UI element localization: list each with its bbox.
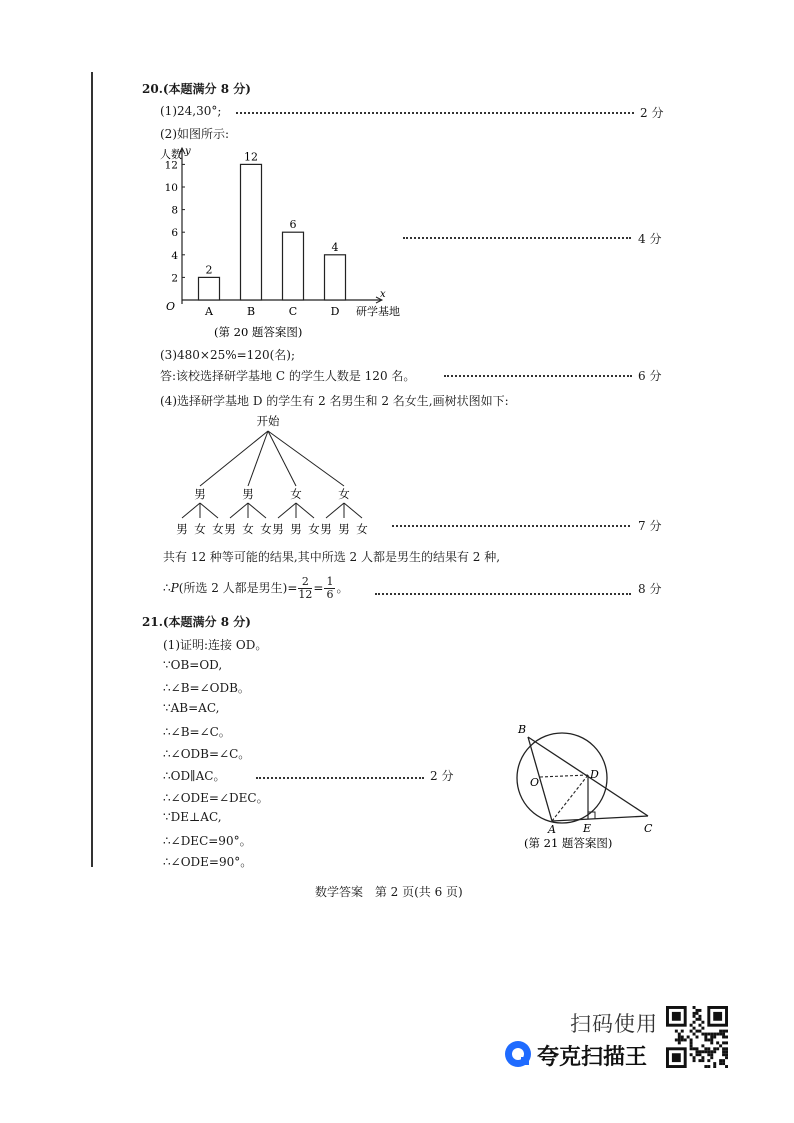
- tree-node-level2: 女: [260, 522, 272, 536]
- qr-module: [725, 1047, 728, 1050]
- qr-module: [704, 1050, 707, 1053]
- tree-node-level1: 男: [242, 487, 254, 501]
- proof-line: ∴∠B=∠C。: [163, 725, 231, 739]
- tree-node-level2: 男: [224, 522, 236, 536]
- tree-branch: [326, 503, 344, 518]
- bar-a: [199, 277, 220, 300]
- qr-module: [704, 1038, 707, 1041]
- x-tick-label: B: [246, 305, 256, 318]
- q20-part2: (2)如图所示:: [160, 127, 230, 141]
- qr-module: [701, 1033, 704, 1036]
- tree-node-level2: 男: [290, 522, 302, 536]
- x-axis-label: 研学基地: [356, 305, 400, 318]
- fraction: [324, 576, 335, 601]
- leader-dots: [236, 112, 634, 114]
- tree-node-level2: 女: [308, 522, 320, 536]
- qr-module: [678, 1038, 681, 1041]
- qr-module: [722, 1053, 725, 1056]
- qr-module: [698, 1053, 701, 1056]
- leader-dots: [392, 525, 630, 527]
- tree-node-level2: 男: [320, 522, 332, 536]
- tree-node-level1: 男: [194, 487, 206, 501]
- q21-header: 21.(本题满分 8 分): [142, 615, 251, 629]
- tree-branch: [230, 503, 248, 518]
- bar-b: [241, 164, 262, 300]
- point-d-label: D: [590, 768, 599, 781]
- segment-od: [540, 775, 588, 777]
- binding-margin-line: [91, 72, 93, 867]
- qr-module: [722, 1030, 725, 1033]
- qr-module: [681, 1038, 684, 1041]
- tree-branch: [200, 503, 218, 518]
- qr-module: [690, 1038, 693, 1041]
- x-axis-symbol: x: [380, 289, 386, 300]
- qr-module: [693, 1015, 696, 1018]
- q20-part3-calc: (3)480×25%=120(名);: [160, 348, 295, 362]
- y-axis-label: 人数: [160, 148, 182, 161]
- qr-module: [701, 1044, 704, 1047]
- qr-module: [707, 1059, 710, 1062]
- bar-chart: [160, 142, 410, 347]
- qr-module: [719, 1062, 722, 1065]
- proof-line: ∴OD∥AC。: [163, 769, 226, 783]
- leader-dots: [444, 375, 632, 377]
- bar-d: [325, 255, 346, 300]
- point-b-label: B: [518, 723, 527, 736]
- figure-caption: (第 21 题答案图): [524, 836, 613, 850]
- tree-branch: [182, 503, 200, 518]
- probability-symbol: P: [170, 581, 179, 595]
- q20-conclusion: 共有 12 种等可能的结果,其中所选 2 人都是男生的结果有 2 种,: [163, 550, 501, 564]
- qr-module: [690, 1047, 693, 1050]
- qr-module: [713, 1050, 716, 1053]
- qr-module: [701, 1021, 704, 1024]
- qr-module: [704, 1036, 707, 1039]
- qr-module: [693, 1059, 696, 1062]
- fraction: [298, 576, 312, 601]
- qr-module: [722, 1041, 725, 1044]
- qr-module: [725, 1030, 728, 1033]
- qr-module: [710, 1050, 713, 1053]
- point-c-label: C: [644, 822, 653, 835]
- tree-node-level2: 男: [176, 522, 188, 536]
- qr-module: [719, 1044, 722, 1047]
- qr-module: [693, 1047, 696, 1050]
- qr-module: [690, 1044, 693, 1047]
- y-tick-label: 10: [164, 182, 178, 194]
- leader-dots: [256, 777, 424, 779]
- qr-module: [681, 1030, 684, 1033]
- bar-value-label: 6: [289, 218, 297, 232]
- qr-module: [693, 1033, 696, 1036]
- qr-module: [704, 1065, 707, 1068]
- qr-module: [704, 1047, 707, 1050]
- q20-part1: (1)24,30°;: [160, 104, 222, 118]
- qr-module: [696, 1050, 699, 1053]
- qr-module: [710, 1036, 713, 1039]
- qr-module: [690, 1024, 693, 1027]
- qr-module: [701, 1056, 704, 1059]
- score-mark: 2 分: [430, 769, 454, 783]
- x-tick-label: C: [288, 305, 298, 318]
- qr-module: [710, 1038, 713, 1041]
- qr-module: [681, 1036, 684, 1039]
- qr-module: [698, 1050, 701, 1053]
- qr-module: [710, 1033, 713, 1036]
- score-mark: 6 分: [638, 369, 662, 383]
- qr-module: [701, 1059, 704, 1062]
- qr-module: [701, 1050, 704, 1053]
- tree-node-level2: 男: [338, 522, 350, 536]
- qr-module: [725, 1065, 728, 1068]
- qr-module: [698, 1018, 701, 1021]
- proof-line: ∵DE⊥AC,: [163, 810, 222, 824]
- therefore-symbol: ∴: [163, 581, 171, 595]
- qr-module: [707, 1047, 710, 1050]
- qr-module: [722, 1047, 725, 1050]
- brand-name: 夸克扫描王: [537, 1045, 648, 1070]
- qr-module: [675, 1030, 678, 1033]
- proof-line: ∵OB=OD,: [163, 658, 223, 672]
- geometry-figure: [488, 716, 668, 856]
- qr-module: [678, 1036, 681, 1039]
- leader-dots: [403, 237, 631, 239]
- point-e-label: E: [583, 822, 592, 835]
- qr-module: [678, 1041, 681, 1044]
- equals-sign: =: [313, 581, 324, 595]
- qr-module: [698, 1009, 701, 1012]
- origin-label: O: [166, 300, 176, 313]
- segment-ac: [552, 816, 648, 821]
- tree-node-level1: 女: [290, 487, 302, 501]
- right-angle-mark: [588, 812, 595, 819]
- qr-module: [710, 1056, 713, 1059]
- x-tick-label: D: [330, 305, 340, 318]
- qr-module: [675, 1038, 678, 1041]
- tree-diagram: [155, 408, 385, 538]
- score-mark: 4 分: [638, 232, 662, 246]
- qr-finder: [713, 1012, 722, 1021]
- score-mark: 2 分: [640, 106, 664, 120]
- point-a-label: A: [548, 823, 556, 836]
- qr-module: [719, 1059, 722, 1062]
- qr-module: [678, 1033, 681, 1036]
- qr-module: [710, 1053, 713, 1056]
- tree-branch: [268, 431, 344, 486]
- qr-module: [722, 1062, 725, 1065]
- qr-module: [719, 1033, 722, 1036]
- qr-module: [725, 1056, 728, 1059]
- q20-part4: (4)选择研学基地 D 的学生有 2 名男生和 2 名女生,画树状图如下:: [160, 394, 509, 408]
- y-tick-label: 12: [164, 159, 178, 172]
- tree-node-level2: 男: [272, 522, 284, 536]
- qr-module: [698, 1030, 701, 1033]
- qr-module: [690, 1030, 693, 1033]
- qr-module: [687, 1036, 690, 1039]
- qr-module: [707, 1053, 710, 1056]
- proof-line: ∴∠DEC=90°。: [163, 834, 252, 848]
- bar-value-label: 2: [205, 263, 213, 277]
- qr-code-icon[interactable]: [666, 1006, 728, 1068]
- qr-module: [690, 1041, 693, 1044]
- qr-module: [725, 1050, 728, 1053]
- qr-module: [690, 1053, 693, 1056]
- scan-prompt: 扫码使用: [570, 1012, 658, 1036]
- tree-branch: [296, 503, 314, 518]
- probability-event: (所选 2 人都是男生)=: [178, 581, 298, 595]
- tree-root: 开始: [256, 414, 280, 428]
- tree-node-level2: 女: [212, 522, 224, 536]
- proof-line: ∵AB=AC,: [163, 701, 220, 715]
- qr-module: [725, 1036, 728, 1039]
- qr-module: [707, 1038, 710, 1041]
- qr-module: [722, 1036, 725, 1039]
- qr-module: [704, 1033, 707, 1036]
- qr-module: [719, 1030, 722, 1033]
- leader-dots: [375, 593, 631, 595]
- score-mark: 7 分: [638, 519, 662, 533]
- y-tick-label: 6: [171, 227, 178, 240]
- proof-line: ∴∠ODE=∠DEC。: [163, 791, 269, 805]
- qr-module: [693, 1027, 696, 1030]
- numerator: 2: [298, 576, 312, 589]
- tree-node-level2: 女: [194, 522, 206, 536]
- x-tick-label: A: [205, 305, 213, 318]
- qr-module: [698, 1024, 701, 1027]
- qr-module: [698, 1059, 701, 1062]
- qr-module: [698, 1015, 701, 1018]
- qr-module: [713, 1065, 716, 1068]
- tree-branch: [248, 503, 266, 518]
- qr-module: [684, 1038, 687, 1041]
- period: 。: [336, 581, 349, 595]
- chart-caption: (第 20 题答案图): [214, 325, 303, 339]
- bar-c: [283, 232, 304, 300]
- qr-finder: [672, 1053, 681, 1062]
- qr-module: [693, 1006, 696, 1009]
- quark-logo-icon: [505, 1041, 531, 1067]
- score-mark: 8 分: [638, 582, 662, 596]
- proof-line: ∴∠B=∠ODB。: [163, 681, 250, 695]
- tree-node-level2: 女: [242, 522, 254, 536]
- q20-probability: [163, 573, 348, 603]
- proof-line: (1)证明:连接 OD。: [163, 638, 268, 652]
- qr-module: [693, 1012, 696, 1015]
- y-tick-label: 8: [171, 204, 178, 217]
- footer-page-number: 第 2 页(共 6 页): [374, 885, 463, 899]
- qr-module: [693, 1056, 696, 1059]
- page-footer: [315, 883, 463, 900]
- qr-finder: [672, 1012, 681, 1021]
- qr-module: [725, 1053, 728, 1056]
- denominator: 6: [326, 588, 334, 601]
- qr-module: [716, 1041, 719, 1044]
- proof-line: ∴∠ODE=90°。: [163, 855, 253, 869]
- qr-module: [696, 1036, 699, 1039]
- point-o-label: O: [530, 776, 540, 789]
- qr-module: [696, 1053, 699, 1056]
- qr-module: [696, 1018, 699, 1021]
- qr-module: [722, 1033, 725, 1036]
- bar-value-label: 12: [244, 150, 258, 164]
- footer-label: 数学答案: [315, 885, 364, 899]
- y-axis-symbol: y: [185, 146, 191, 157]
- qr-module: [725, 1041, 728, 1044]
- qr-module: [696, 1030, 699, 1033]
- tree-branch: [268, 431, 296, 486]
- tree-node-level1: 女: [338, 487, 350, 501]
- qr-module: [722, 1059, 725, 1062]
- qr-module: [713, 1047, 716, 1050]
- qr-module: [722, 1050, 725, 1053]
- qr-module: [713, 1036, 716, 1039]
- qr-module: [707, 1065, 710, 1068]
- qr-module: [716, 1047, 719, 1050]
- qr-module: [713, 1062, 716, 1065]
- tree-branch: [278, 503, 296, 518]
- bar-value-label: 4: [331, 240, 339, 254]
- tree-branch: [344, 503, 362, 518]
- denominator: 12: [298, 588, 313, 601]
- qr-module: [710, 1041, 713, 1044]
- tree-node-level2: 女: [356, 522, 368, 536]
- qr-module: [716, 1033, 719, 1036]
- proof-line: ∴∠ODB=∠C。: [163, 747, 251, 761]
- qr-module: [713, 1033, 716, 1036]
- qr-module: [696, 1012, 699, 1015]
- qr-module: [693, 1021, 696, 1024]
- numerator: 1: [326, 575, 334, 588]
- q20-part3-answer: 答:该校选择研学基地 C 的学生人数是 120 名。: [160, 369, 416, 383]
- qr-module: [701, 1027, 704, 1030]
- segment-ad: [552, 775, 588, 821]
- y-tick-label: 4: [171, 249, 178, 262]
- qr-module: [696, 1047, 699, 1050]
- y-tick-label: 2: [171, 272, 178, 285]
- q20-header: 20.(本题满分 8 分): [142, 82, 251, 96]
- qr-module: [707, 1050, 710, 1053]
- qr-module: [707, 1033, 710, 1036]
- qr-module: [696, 1009, 699, 1012]
